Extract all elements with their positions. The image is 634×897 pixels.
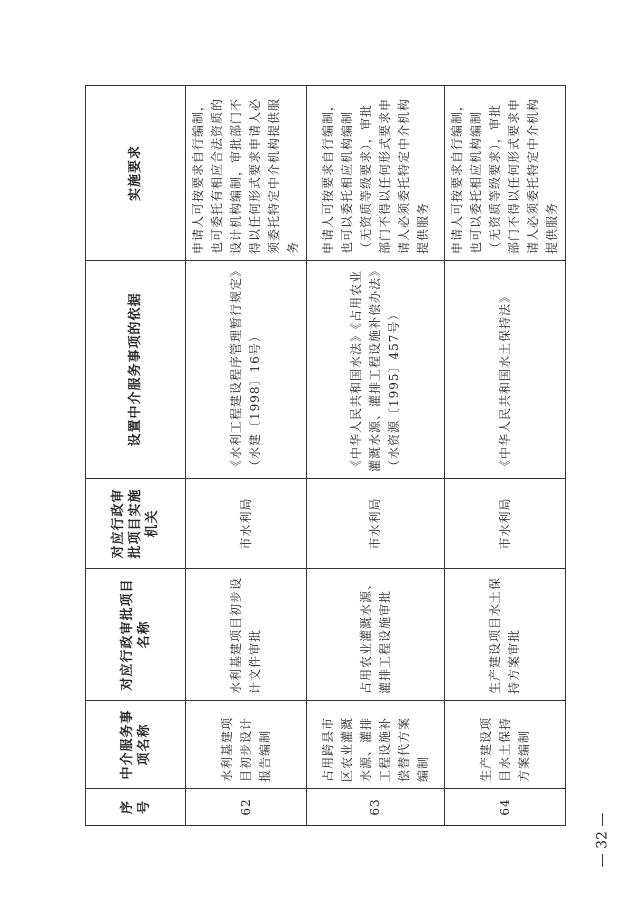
header-requirements: 实施要求 — [86, 86, 186, 261]
cell-basis: 《中华人民共和国水土保持法》 — [445, 261, 566, 479]
intermediary-services-table — [85, 85, 566, 826]
table-row — [445, 86, 566, 826]
header-name: 中介服务事项名称 — [86, 701, 186, 789]
cell-agency: 市水利局 — [186, 479, 307, 569]
cell-requirements: 申请人可按要求自行编制，也可以委托相应机构编制（无资质等级要求），审批部门不得以任何形式要求申请人必须委托特定中介机构提供服务 — [307, 86, 445, 261]
cell-agency: 市水利局 — [445, 479, 566, 569]
header-approval: 对应行政审批项目名称 — [86, 569, 186, 701]
header-seq: 序号 — [86, 789, 186, 826]
cell-basis: 《水利工程建设程序管理暂行规定》（水建〔1998〕16号） — [186, 261, 307, 479]
page-number-container — [583, 810, 623, 870]
page-number: — 32 — — [594, 812, 611, 868]
cell-requirements: 申请人可按要求自行编制，也可委托有相应合法资质的设计机构编制，审批部门不得以任何形式要求申请人必须委托特定中介机构提供服务 — [186, 86, 307, 261]
cell-approval: 水利基建项目初步设计文件审批 — [186, 569, 307, 701]
table-row — [307, 86, 445, 826]
cell-approval: 生产建设项目水土保持方案审批 — [445, 569, 566, 701]
cell-name: 占用跨县市区农业灌溉水源、灌排工程设施补偿替代方案编制 — [307, 701, 445, 789]
header-basis: 设置中介服务事项的依据 — [86, 261, 186, 479]
header-agency: 对应行政审批项目实施机关 — [86, 479, 186, 569]
cell-requirements: 申请人可按要求自行编制，也可以委托相应机构编制（无资质等级要求），审批部门不得以任何形式要求申请人必须委托特定中介机构提供服务 — [445, 86, 566, 261]
cell-approval: 占用农业灌溉水源、灌排工程设施审批 — [307, 569, 445, 701]
cell-agency: 市水利局 — [307, 479, 445, 569]
cell-name: 生产建设项目水土保持方案编制 — [445, 701, 566, 789]
header-row — [86, 86, 186, 826]
cell-basis: 《中华人民共和国水法》《占用农业灌溉水源、灌排工程设施补偿办法》（水资源〔1995〕457号） — [307, 261, 445, 479]
cell-seq: 62 — [186, 789, 307, 826]
cell-name: 水利基建项目初步设计报告编制 — [186, 701, 307, 789]
rotated-table-container — [85, 86, 559, 826]
cell-seq: 64 — [445, 789, 566, 826]
cell-seq: 63 — [307, 789, 445, 826]
table-row — [186, 86, 307, 826]
